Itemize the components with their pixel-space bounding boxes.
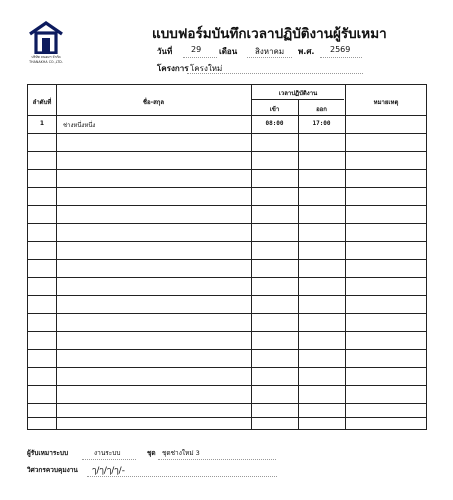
team-value: ชุดช่างใหม่ 3 <box>162 449 200 457</box>
row-line <box>28 241 426 242</box>
col-divider <box>251 85 252 429</box>
day-label: วันที่ <box>157 47 173 56</box>
header-name: ชื่อ-สกุล <box>142 99 165 106</box>
header-no: ลำดับที่ <box>32 99 52 106</box>
row-line <box>28 295 426 296</box>
company-logo-icon <box>28 20 64 54</box>
row-line <box>28 259 426 260</box>
company-logo <box>24 20 68 66</box>
month-underline <box>247 57 292 58</box>
contractor-value: งานระบบ <box>94 449 121 457</box>
header-time-in: เข้า <box>269 106 280 113</box>
year-underline <box>320 57 362 58</box>
year-value: 2569 <box>330 45 351 54</box>
col-divider <box>56 85 57 429</box>
col-divider <box>345 85 346 429</box>
supervisor-signature: ๅ/ๅ/ๅ/ๅ/- <box>92 466 125 476</box>
form-title: แบบฟอร์มบันทึกเวลาปฏิบัติงานผู้รับเหมา <box>152 26 387 42</box>
row-1-no: 1 <box>39 120 45 127</box>
row-line <box>28 403 426 404</box>
row-line <box>28 313 426 314</box>
header-remark: หมายเหตุ <box>373 99 399 106</box>
row-line <box>28 133 426 134</box>
header-work-time: เวลาปฏิบัติงาน <box>278 90 318 97</box>
contractor-underline <box>82 459 136 460</box>
row-line <box>28 187 426 188</box>
col-divider <box>298 99 299 429</box>
row-line <box>28 331 426 332</box>
project-label: โครงการ <box>157 64 189 73</box>
header-time-out: ออก <box>316 106 327 113</box>
supervisor-label: วิศวกรควบคุมงาน <box>27 466 78 474</box>
project-underline <box>187 73 363 74</box>
row-1-name: ช่างหนึ่งหนึ่ง <box>63 122 96 129</box>
row-1-time-out: 17:00 <box>312 120 331 127</box>
row-line <box>28 417 426 418</box>
company-name-en: THANAKHA CO.,LTD. <box>29 60 63 64</box>
team-underline <box>158 459 276 460</box>
row-line <box>28 367 426 368</box>
contractor-label: ผู้รับเหมาระบบ <box>27 449 69 457</box>
row-line <box>28 277 426 278</box>
header-subdivider <box>251 99 344 100</box>
row-1-time-in: 08:00 <box>265 120 284 127</box>
year-label: พ.ศ. <box>298 47 315 56</box>
row-line <box>28 169 426 170</box>
attendance-table <box>27 84 427 430</box>
row-line <box>28 223 426 224</box>
supervisor-underline <box>87 476 277 477</box>
row-line <box>28 385 426 386</box>
team-label: ชุด <box>147 449 156 457</box>
row-line <box>28 349 426 350</box>
project-value: โครงใหม่ <box>190 64 223 73</box>
row-line <box>28 205 426 206</box>
day-value: 29 <box>191 45 202 54</box>
header-bottom-line <box>28 115 426 116</box>
month-value: สิงหาคม <box>255 47 285 56</box>
row-line <box>28 151 426 152</box>
day-underline <box>183 57 217 58</box>
company-name-th: บริษัท ถนอมฯ จำกัด <box>31 55 61 59</box>
month-label: เดือน <box>219 47 238 56</box>
